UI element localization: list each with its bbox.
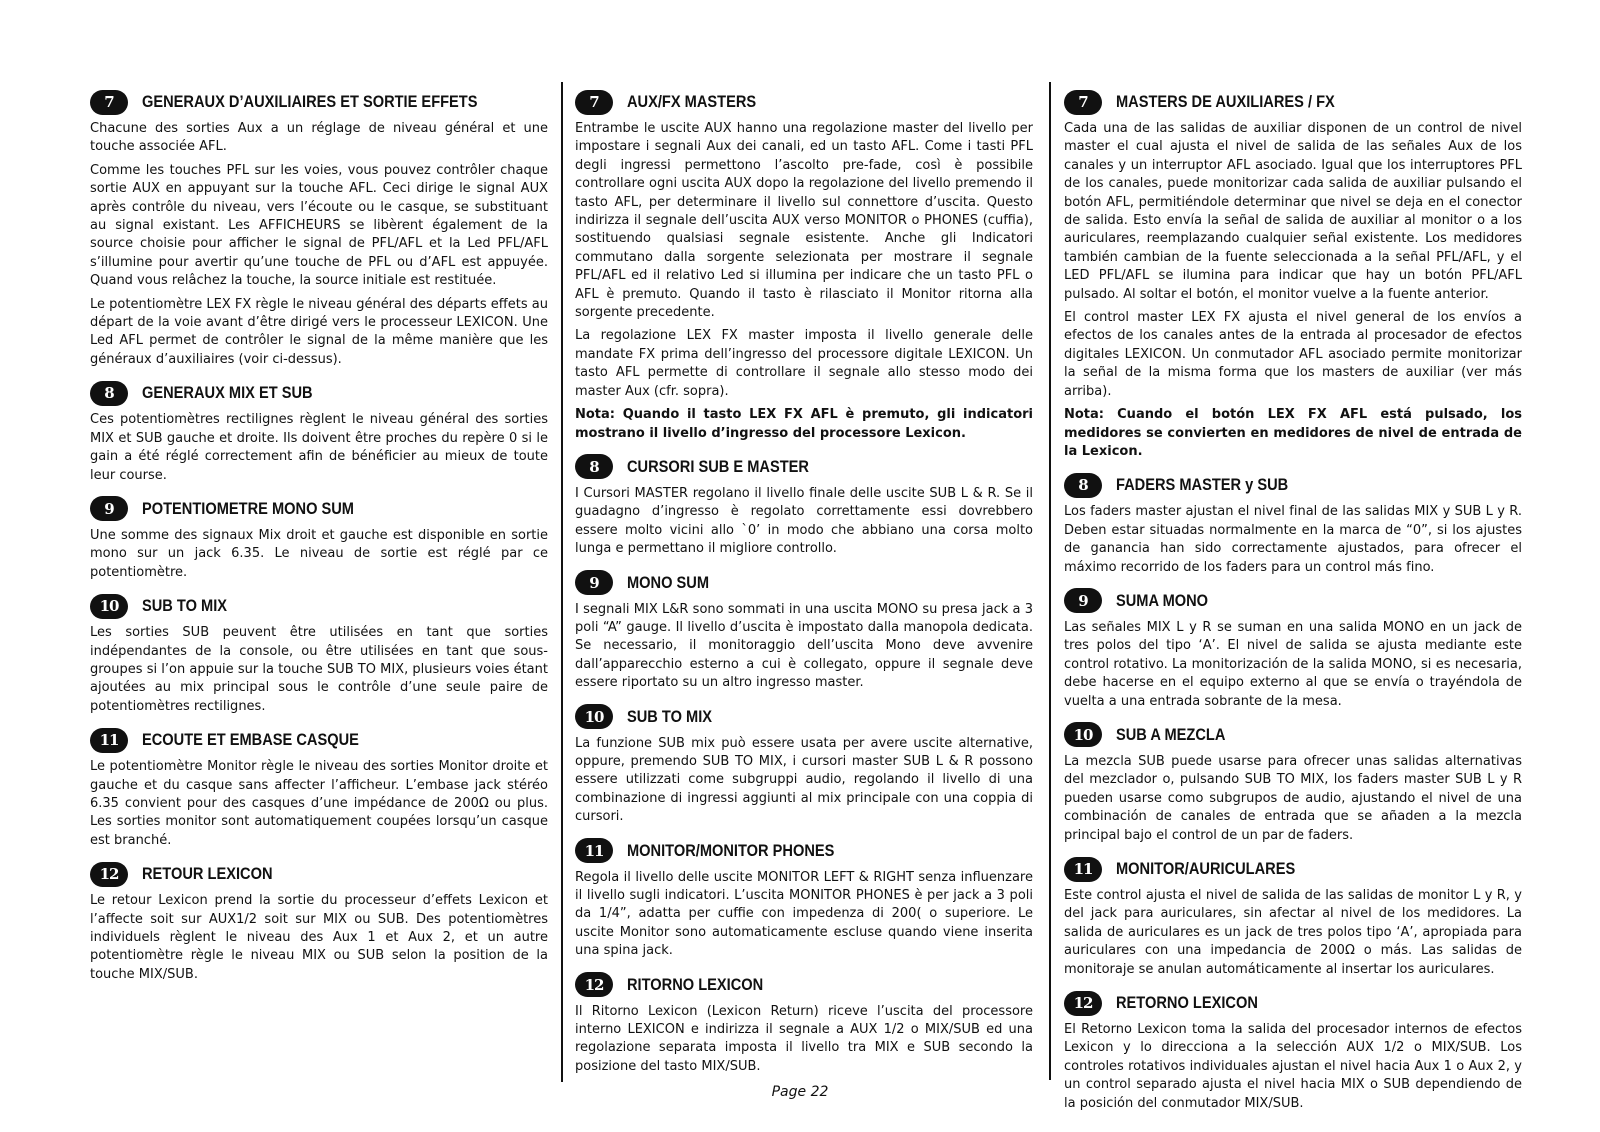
section-title: FADERS MASTER y SUB <box>1116 475 1289 495</box>
section-number-badge: 10 <box>1064 722 1102 747</box>
body-paragraph: Regola il livello delle uscite MONITOR LEFT & RIGHT senza influenzare il livello sugli indicatori. L’uscita MONITOR PHONES è per jack a 3 poli da 1/4”, adatta per cuffie con impedenza di 200( o superiore. Le uscite Monitor sono automaticamente escluse quando viene inserita una spina jack. <box>575 869 1033 959</box>
section-8 <box>575 453 1033 559</box>
note-paragraph: Nota: Quando il tasto LEX FX AFL è premuto, gli indicatori mostrano il livello d’ingresso del processore Lexicon. <box>575 407 1033 441</box>
section-number-badge: 8 <box>1064 473 1102 498</box>
section-number-badge: 7 <box>575 90 613 115</box>
section-number-badge: 12 <box>1064 991 1102 1016</box>
section-number-badge: 9 <box>575 570 613 595</box>
section-11 <box>90 726 548 850</box>
body-paragraph: Le potentiomètre Monitor règle le niveau des sorties Monitor droite et gauche et du casque sans affecter l’afficheur. L’embase jack stéréo 6.35 convient pour des casques d’une impédance de 200Ω ou plus. Les sorties monitor sont automatiquement coupées lorsqu’un casque est branché. <box>90 759 548 848</box>
page-number: Page 22 <box>771 1084 829 1100</box>
section-heading <box>90 592 548 620</box>
body-paragraph: Le retour Lexicon prend la sortie du processeur d’effets Lexicon et l’affecte soit sur AUX1/2 soit sur MIX ou SUB. Des potentiomètres individuels règlent le niveau des Aux 1 et Aux 2, et un autre potentiomètre règle le niveau MIX ou SUB selon la position de la touche MIX/SUB. <box>90 893 548 982</box>
section-heading <box>90 726 548 754</box>
section-number-badge: 11 <box>575 838 613 863</box>
body-paragraph: Este control ajusta el nivel de salida de las salidas de monitor L y R, y del jack para auriculares, sin afectar al nivel de los medidores. La salida de auriculares es un jack de tres polos tipo ‘A’, apropiada para auriculares con una impedancia de 200Ω o más. Las salidas de monitoraje se anulan automáticamente al insertar los auriculares. <box>1064 888 1522 977</box>
section-title: POTENTIOMETRE MONO SUM <box>142 498 354 518</box>
section-8 <box>1064 471 1522 577</box>
body-paragraph: I Cursori MASTER regolano il livello finale delle uscite SUB L & R. Se il guadagno d’ingresso è regolato correttamente essi dovrebbero essere molto vicini allo `0’ in modo che abbiano una corsa molto lunga e permettano il migliore controllo. <box>575 485 1033 557</box>
section-number-badge: 11 <box>1064 857 1102 882</box>
section-heading <box>575 569 1033 597</box>
body-paragraph: I segnali MIX L&R sono sommati in una uscita MONO su presa jack a 3 poli “A” gauge. Il livello d’uscita è impostato dalla manopola dedicata. Se necessario, il monitoraggio dell’uscita Mono deve avvenire dall’apparecchio esterno a cui è collegato, oppure il segnale deve essere riportato su un altro ingresso master. <box>575 601 1033 691</box>
section-heading <box>1064 989 1522 1017</box>
body-paragraph: Chacune des sorties Aux a un réglage de niveau général et une touche associée AFL. <box>90 121 548 155</box>
section-number-badge: 8 <box>575 454 613 479</box>
section-title: GENERAUX MIX ET SUB <box>142 383 313 403</box>
body-paragraph: Une somme des signaux Mix droit et gauche est disponible en sortie mono sur un jack 6.35. Le niveau de sortie est réglé par ce potentiomètre. <box>90 527 548 580</box>
section-title: MONO SUM <box>627 572 710 592</box>
section-heading <box>90 379 548 407</box>
body-paragraph: Ces potentiomètres rectilignes règlent le niveau général des sorties MIX et SUB gauche et droite. Ils doivent être proches du repère 0 si le gain a été réglé correctement afin de bénéficier au mieux de toute leur course. <box>90 412 548 483</box>
column-spanish <box>1064 88 1522 1123</box>
section-7 <box>1064 88 1522 461</box>
section-title: SUB TO MIX <box>627 706 713 726</box>
section-title: MASTERS DE AUXILIARES / FX <box>1116 92 1335 111</box>
section-title: AUX/FX MASTERS <box>627 92 757 111</box>
section-number-badge: 12 <box>575 972 613 997</box>
body-paragraph: Las señales MIX L y R se suman en una salida MONO en un jack de tres polos del tipo ‘A’. El nivel de salida se ajusta mediante este control rotativo. La monitorización de la salida MONO, si es necesaria, debe hacerse en el equipo externo al que se envía o trayéndola de vuelta a una entrada sobrante de la mesa. <box>1064 619 1522 709</box>
body-paragraph: La regolazione LEX FX master imposta il livello generale delle mandate FX prima dell’ingresso del processore digitale LEXICON. Un tasto AFL permette di controllare il segnale allo stesso modo dei master Aux (cfr. sopra). <box>575 328 1033 399</box>
section-heading <box>1064 721 1522 749</box>
section-heading <box>575 971 1033 999</box>
section-number-badge: 8 <box>90 381 128 406</box>
section-11 <box>1064 855 1522 979</box>
column-divider <box>561 82 563 1082</box>
section-heading <box>1064 855 1522 883</box>
note-paragraph: Nota: Cuando el botón LEX FX AFL está pulsado, los medidores se convierten en medidores de nivel de entrada de la Lexicon. <box>1064 407 1522 459</box>
body-paragraph: Los faders master ajustan el nivel final de las salidas MIX y SUB L y R. Deben estar situadas normalmente en la marca de “0”, si los ajustes de ganancia han sido correctamente ajustados, para ofrecer el máximo recorrido de los faders para un control más fino. <box>1064 504 1522 575</box>
section-number-badge: 11 <box>90 728 128 753</box>
section-9 <box>1064 587 1522 711</box>
body-paragraph: Comme les touches PFL sur les voies, vous pouvez contrôler chaque sortie AUX en appuyant sur la touche AFL. Ceci dirige le signal AUX après contrôle du niveau, vers l’écoute ou le casque, se substituant au signal existant. Les AFFICHEURS se libèrent également de la source choisie pour afficher le signal de PFL/AFL et la Led PFL/AFL s’illumine pour avertir qu’une touche de PFL ou d’AFL est appuyée. Quand vous relâchez la touche, la source initiale est restituée. <box>90 162 548 289</box>
body-paragraph: Les sorties SUB peuvent être utilisées en tant que sorties indépendantes de la console, ou être utilisées en tant que sous-groupes si l’on appuie sur la touche SUB TO MIX, plusieurs voies étant ajoutées au mix principal sous le contrôle d’une seule paire de potentiomètres rectilignes. <box>90 625 548 714</box>
section-12 <box>90 860 548 984</box>
body-paragraph: El Retorno Lexicon toma la salida del procesador internos de efectos Lexicon y lo direcciona a la selección AUX 1/2 o MIX/SUB. Los controles rotativos individuales ajustan el nivel hacia Aux 1 o Aux 2, y un control separado ajusta el nivel hacia MIX o SUB dependiendo de la posición del conmutador MIX/SUB. <box>1064 1022 1522 1111</box>
section-heading <box>575 88 1033 116</box>
section-title: RETOUR LEXICON <box>142 864 273 884</box>
section-number-badge: 7 <box>90 90 128 115</box>
section-heading <box>575 703 1033 731</box>
body-paragraph: Entrambe le uscite AUX hanno una regolazione master del livello per impostare i segnali Aux dei canali, ed un tasto AFL. Come i tasti PFL degli ingressi permettono l’ascolto pre-fade, così è possibile controllare ogni uscita AUX dopo la regolazione del livello premendo il tasto AFL, per determinare il livello sul connettore d’uscita. Questo indirizza il segnale dell’uscita AUX verso MONITOR o PHONES (cuffia), sostituendo qualsiasi segnale esistente. Anche gli Indicatori commutano dalla sorgente selezionata per mostrare il segnale PFL/AFL ed il relativo Led si illumina per indicare che un tasto PFL o AFL è premuto. Quando il tasto è rilasciato il Monitor ritorna alla sorgente precedente. <box>575 121 1033 321</box>
section-10 <box>575 703 1033 827</box>
section-title: GENERAUX D’AUXILIAIRES ET SORTIE EFFETS <box>142 92 478 111</box>
section-number-badge: 10 <box>90 594 128 619</box>
section-9 <box>90 495 548 582</box>
section-number-badge: 10 <box>575 704 613 729</box>
body-paragraph: Le potentiomètre LEX FX règle le niveau général des départs effets au départ de la voie avant d’être dirigé vers le processeur LEXICON. Une Led AFL permet de contrôler le signal de la même manière que les généraux d’auxiliaires (voir ci-dessus). <box>90 296 548 367</box>
section-title: CURSORI SUB E MASTER <box>627 456 809 476</box>
body-paragraph: La funzione SUB mix può essere usata per avere uscite alternative, oppure, premendo SUB TO MIX, i cursori master SUB L & R possono essere utilizzati come subgruppi audio, regolando il livello di una combinazione di ingressi aggiunti al mix principale con una coppia di cursori. <box>575 735 1033 825</box>
body-paragraph: El control master LEX FX ajusta el nivel general de los envíos a efectos de los canales antes de la entrada al procesador de efectos digitales LEXICON. Un conmutador AFL asociado permite monitorizar la señal de la misma forma que los masters de auxiliar (ver más arriba). <box>1064 310 1522 399</box>
column-french <box>90 88 548 994</box>
section-7 <box>575 88 1033 443</box>
body-paragraph: Il Ritorno Lexicon (Lexicon Return) riceve l’uscita del processore interno LEXICON e indirizza il segnale a AUX 1/2 o MIX/SUB ed una regolazione separata imposta il livello tra MIX e SUB secondo la posizione del tasto MIX/SUB. <box>575 1003 1033 1074</box>
section-heading <box>90 88 548 116</box>
section-heading <box>575 837 1033 865</box>
section-title: ECOUTE ET EMBASE CASQUE <box>142 730 359 750</box>
section-heading <box>90 495 548 523</box>
section-10 <box>90 592 548 716</box>
section-8 <box>90 379 548 485</box>
section-9 <box>575 569 1033 693</box>
section-10 <box>1064 721 1522 845</box>
section-title: RETORNO LEXICON <box>1116 993 1258 1013</box>
section-7 <box>90 88 548 369</box>
section-number-badge: 9 <box>90 496 128 521</box>
body-paragraph: Cada una de las salidas de auxiliar disponen de un control de nivel master el cual ajusta el nivel de salida de las señales Aux de los canales y un interruptor AFL asociado. Igual que los interruptores PFL de los canales, puede monitorizar cada salida de auxiliar pulsando el botón AFL, permitiéndole determinar que nivel se deja en el conector de salida. Esto envía la señal de salida de auxiliar al monitor o a los auriculares, reemplazando cualquier señal existente. Los medidores también cambian de la fuente seleccionada a la señal PFL/AFL, y el LED PFL/AFL se ilumina para indicar que hay un botón PFL/AFL pulsado. Al soltar el botón, el monitor vuelve a la fuente anterior. <box>1064 121 1522 302</box>
section-number-badge: 12 <box>90 862 128 887</box>
section-title: SUB A MEZCLA <box>1116 724 1226 744</box>
section-heading <box>1064 88 1522 116</box>
section-12 <box>575 971 1033 1077</box>
section-number-badge: 7 <box>1064 90 1102 115</box>
section-title: MONITOR/MONITOR PHONES <box>627 840 835 860</box>
column-divider <box>1049 82 1051 1080</box>
section-title: MONITOR/AURICULARES <box>1116 859 1296 878</box>
section-number-badge: 9 <box>1064 588 1102 613</box>
column-italian <box>575 88 1033 1086</box>
section-heading <box>575 453 1033 481</box>
section-heading <box>1064 587 1522 615</box>
body-paragraph: La mezcla SUB puede usarse para ofrecer unas salidas alternativas del mezclador o, pulsando SUB TO MIX, los faders master SUB L y R pueden usarse como subgrupos de audio, ajustando el nivel de una combinación de canales de entrada que se añaden a la mezcla principal bajo el control de un par de faders. <box>1064 753 1522 843</box>
section-title: SUMA MONO <box>1116 590 1209 610</box>
section-11 <box>575 837 1033 961</box>
section-title: RITORNO LEXICON <box>627 974 764 994</box>
section-title: SUB TO MIX <box>142 596 228 616</box>
section-heading <box>90 860 548 888</box>
section-heading <box>1064 471 1522 499</box>
